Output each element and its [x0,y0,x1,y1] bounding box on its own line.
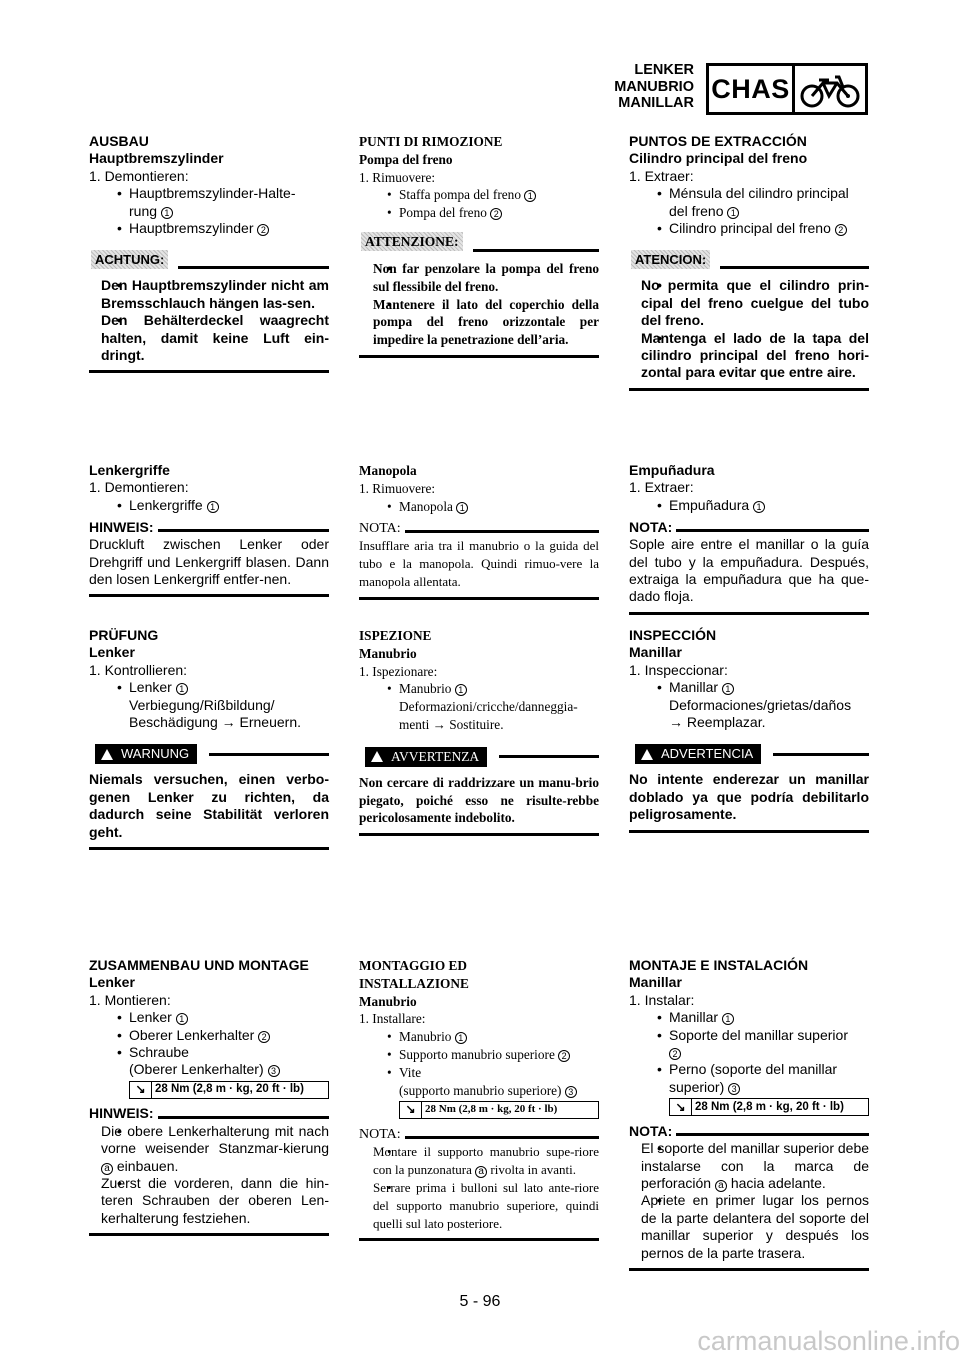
step: 1. Demontieren: [89,479,189,496]
list-item: • Pompa del freno 2 [359,204,599,222]
note-header: HINWEIS: [89,516,329,536]
note-header: NOTA: [629,516,869,536]
detail-text: Deformaciones/grietas/daños [669,696,852,713]
list-item: • Manubrio 1 [359,680,599,698]
marker-1: 1 [161,207,173,219]
list-item: • Lenker 1 [89,679,329,696]
note-item: • Serrare prima i bulloni sul lato ante-riore del supporto manubrio superiore, quindi quelli sul lato posteriore. [359,1179,599,1232]
list-item: superior) 3 [629,1079,869,1096]
section-subtitle: Manubrio [359,993,417,1009]
list-item: rung 1 [89,203,329,220]
caution-header: ATENCION: [629,247,869,271]
step: 1. Rimuovere: [359,169,436,185]
section-title: AUSBAU [89,133,149,149]
section-title: MONTAGGIO ED [359,958,467,973]
detail-text: Verbiegung/Rißbildung/ [129,696,275,713]
marker-2: 2 [257,224,269,236]
label-it: MANUBRIO [614,78,694,95]
it-assembly-section [359,957,599,1241]
wrench-icon: ↘ [670,1099,692,1115]
note-item: • Apriete en primer lugar los pernos de la parte delantera del soporte del manillar superior y después los pernos de la parte trasera. [629,1192,869,1262]
step: 1. Instalar: [629,991,695,1008]
wrench-icon: ↘ [130,1082,152,1098]
warning-text: Niemals versuchen, einen verbo-genen Lenker zu richten, da dadurch seine Stabilität verloren geht. [89,771,329,840]
note-item: • Die obere Lenkerhalterung mit nach vorne weisender Stanzmar-kierung a einbauen. [89,1123,329,1175]
list-item: • Manubrio 1 [359,1028,599,1046]
step: 1. Installare: [359,1011,426,1027]
step: 1. Extraer: [629,479,694,496]
section-subtitle: Manillar [629,644,682,661]
section-title: PUNTI DI RIMOZIONE [359,134,503,149]
list-item: • Empuñadura 1 [629,497,869,514]
step: 1. Demontieren: [89,167,189,184]
list-item: • Staffa pompa del freno 1 [359,186,599,204]
note-header: NOTA: [359,517,599,537]
it-removal-section [359,133,599,358]
de-inspection-section [89,627,329,850]
list-item: • Manillar 1 [629,679,869,696]
list-item: del freno 1 [629,203,869,220]
list-item: • Manillar 1 [629,1009,869,1026]
list-item: • Supporto manubrio superiore 2 [359,1046,599,1064]
step: 1. Kontrollieren: [89,661,188,678]
section-subtitle: Hauptbremszylinder [89,150,224,167]
es-assembly-section [629,957,869,1271]
torque-spec: ↘ 28 Nm (2,8 m · kg, 20 ft · lb) [399,1101,599,1119]
watermark: carmanualsonline.info [697,1326,960,1356]
warning-text: No intente enderezar un manillar doblado ya que podría debilitarlo peligrosamente. [629,771,869,823]
label-de: LENKER [634,62,694,78]
de-grip-section [89,462,329,597]
section-subtitle: Manubrio [359,645,417,661]
list-item: 2 [629,1044,869,1061]
step: 1. Montieren: [89,991,171,1008]
section-badge [706,63,868,115]
step: 1. Rimuovere: [359,480,436,496]
caution-item: • No permita que el cilindro prin-cipal del freno cuelgue del tubo del freno. [629,277,869,329]
es-inspection-section [629,627,869,833]
section-subtitle: Manillar [629,974,682,991]
detail-text: → Reemplazar. [669,714,766,731]
warning-icon [641,749,653,760]
caution-item: • Mantenga el lado de la tapa del cilindro principal del freno hori-zontal para evitar que entre aire. [629,330,869,382]
list-item: • Lenker 1 [89,1009,329,1026]
de-assembly-section [89,957,329,1236]
list-item: (supporto manubrio superiore) 3 [359,1082,599,1100]
caution-item: • Mantenere il lato del coperchio della pompa del freno orizzontale per impedire la penetrazione dell’aria. [359,296,599,349]
section-title: INSPECCIÓN [629,627,717,643]
list-item: • Hauptbremszylinder-Halte- [89,185,329,202]
detail-text: Deformazioni/cricche/danneggia- [399,699,578,715]
detail-text: Beschädigung → Erneuern. [129,714,301,731]
list-item: • Vite [359,1064,599,1082]
warning-header: WARNUNG [89,743,329,765]
section-title: ZUSAMMENBAU UND MONTAGE [89,957,309,973]
section-code: CHAS [709,66,795,112]
caution-item: • Den Behälterdeckel waagrecht halten, damit keine Luft ein-dringt. [89,312,329,364]
list-item: • Schraube [89,1044,329,1061]
section-title: INSTALLAZIONE [359,975,469,991]
list-item: • Hauptbremszylinder 2 [89,220,329,237]
note-header: HINWEIS: [89,1103,329,1123]
page-header [0,60,960,120]
note-text: Sople aire entre el manillar o la guía del tubo y la empuñadura. Después, extraiga la empuñadura que ha que-dado floja. [629,536,869,605]
list-item: • Soporte del manillar superior [629,1027,869,1044]
note-header: NOTA: [359,1123,599,1143]
note-item: • Zuerst die vorderen, dann die hin-teren Schrauben der oberen Len-kerhalterung festziehen. [89,1175,329,1227]
torque-spec: ↘ 28 Nm (2,8 m · kg, 20 ft · lb) [669,1098,869,1116]
list-item: • Oberer Lenkerhalter 2 [89,1027,329,1044]
list-item: (Oberer Lenkerhalter) 3 [89,1061,329,1078]
note-text: Druckluft zwischen Lenker oder Drehgriff und Lenkergriff blasen. Dann den losen Lenkergriff entfer-nen. [89,536,329,588]
list-item: • Manopola 1 [359,498,599,516]
warning-text: Non cercare di raddrizzare un manu-brio piegato, poiché esso ne risulte-rebbe pericolosamente indebolito. [359,774,599,826]
note-item: • Montare il supporto manubrio supe-riore con la punzonatura a rivolta in avanti. [359,1143,599,1179]
list-item: • Ménsula del cilindro principal [629,185,869,202]
section-title: MONTAJE E INSTALACIÓN [629,957,809,973]
caution-header: ATTENZIONE: [359,230,599,254]
wrench-icon: ↘ [400,1102,422,1118]
it-inspection-section [359,627,599,836]
caution-item: • Den Hauptbremszylinder nicht am Bremsschlauch hängen las-sen. [89,277,329,312]
warning-icon [101,749,113,760]
list-item: • Cilindro principal del freno 2 [629,220,869,237]
section-subtitle: Lenker [89,974,135,991]
section-subtitle: Lenkergriffe [89,462,170,478]
caution-header [89,247,329,271]
es-removal-section [629,133,869,391]
warning-icon [371,751,383,762]
motorcycle-icon [795,66,865,112]
note-item: • El soporte del manillar superior debe instalarse con la marca de perforación a hacia adelante. [629,1140,869,1192]
de-removal-section [89,133,329,373]
list-item: • Lenkergriffe 1 [89,497,329,514]
es-grip-section [629,462,869,615]
section-subtitle: Lenker [89,644,135,661]
label-es: MANILLAR [618,95,694,111]
page-number: 5 - 96 [459,1293,501,1310]
section-subtitle: Empuñadura [629,462,715,478]
step: 1. Ispezionare: [359,663,438,679]
section-title: ISPEZIONE [359,628,432,643]
caution-label: ACHTUNG: [91,250,168,269]
list-item: • Perno (soporte del manillar [629,1061,869,1078]
section-title: PRÜFUNG [89,627,159,643]
it-grip-section [359,462,599,600]
step: 1. Extraer: [629,167,694,184]
note-text: Insufflare aria tra il manubrio o la guida del tubo e la manopola. Quindi rimuo-vere la manopola allentata. [359,538,599,589]
warning-header: ADVERTENCIA [629,743,869,765]
section-subtitle: Cilindro principal del freno [629,150,808,167]
section-subtitle: Manopola [359,463,417,478]
note-header: NOTA: [629,1120,869,1140]
torque-spec: ↘ 28 Nm (2,8 m · kg, 20 ft · lb) [129,1081,329,1099]
section-subtitle: Pompa del freno [359,151,453,167]
section-title: PUNTOS DE EXTRACCIÓN [629,133,807,149]
detail-text: menti → Sostituire. [399,716,504,732]
caution-item: • Non far penzolare la pompa del freno sul flessibile del freno. [359,260,599,296]
step: 1. Inspeccionar: [629,661,728,678]
warning-header: AVVERTENZA [359,746,599,768]
section-labels [614,62,694,112]
